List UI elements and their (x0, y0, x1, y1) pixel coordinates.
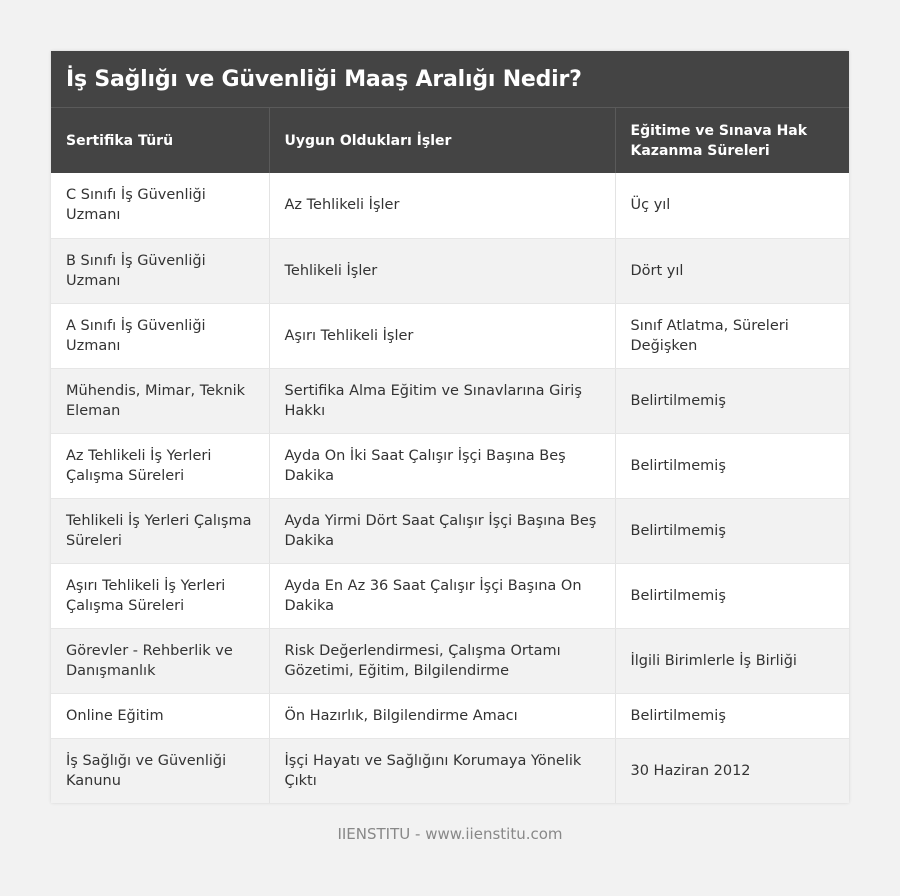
table-cell: 30 Haziran 2012 (615, 738, 849, 803)
table-cell: Belirtilmemiş (615, 693, 849, 738)
table-card (51, 51, 849, 803)
table-cell: Aşırı Tehlikeli İş Yerleri Çalışma Süreleri (51, 563, 269, 628)
table-cell: Sınıf Atlatma, Süreleri Değişken (615, 303, 849, 368)
table-cell: A Sınıfı İş Güvenliği Uzmanı (51, 303, 269, 368)
table-cell: Az Tehlikeli İşler (269, 173, 615, 238)
table-cell: Belirtilmemiş (615, 563, 849, 628)
table-cell: Risk Değerlendirmesi, Çalışma Ortamı Gözetimi, Eğitim, Bilgilendirme (269, 628, 615, 693)
table-cell: İşçi Hayatı ve Sağlığını Korumaya Yönelik Çıktı (269, 738, 615, 803)
table-cell: Tehlikeli İşler (269, 238, 615, 303)
table-cell: Sertifika Alma Eğitim ve Sınavlarına Giriş Hakkı (269, 368, 615, 433)
table-cell: Mühendis, Mimar, Teknik Eleman (51, 368, 269, 433)
table-cell: Dört yıl (615, 238, 849, 303)
column-header-eligibility-periods: Eğitime ve Sınava Hak Kazanma Süreleri (615, 108, 849, 173)
table-cell: İlgili Birimlerle İş Birliği (615, 628, 849, 693)
table-row (51, 738, 849, 803)
table-row (51, 498, 849, 563)
table-cell: B Sınıfı İş Güvenliği Uzmanı (51, 238, 269, 303)
table-cell: Az Tehlikeli İş Yerleri Çalışma Süreleri (51, 433, 269, 498)
table-row (51, 693, 849, 738)
header-row (51, 108, 849, 173)
table-cell: C Sınıfı İş Güvenliği Uzmanı (51, 173, 269, 238)
table-cell: Tehlikeli İş Yerleri Çalışma Süreleri (51, 498, 269, 563)
table-row (51, 303, 849, 368)
table-cell: Üç yıl (615, 173, 849, 238)
table-row (51, 173, 849, 238)
table-cell: Online Eğitim (51, 693, 269, 738)
table-cell: Belirtilmemiş (615, 368, 849, 433)
table-row (51, 368, 849, 433)
table-cell: Ayda On İki Saat Çalışır İşçi Başına Beş Dakika (269, 433, 615, 498)
table-row (51, 563, 849, 628)
title-bar (51, 51, 849, 108)
table-cell: Ayda En Az 36 Saat Çalışır İşçi Başına On Dakika (269, 563, 615, 628)
table-row (51, 433, 849, 498)
table-row (51, 628, 849, 693)
table-cell: Belirtilmemiş (615, 498, 849, 563)
table-cell: Ön Hazırlık, Bilgilendirme Amacı (269, 693, 615, 738)
table-cell: Görevler - Rehberlik ve Danışmanlık (51, 628, 269, 693)
salary-table (51, 108, 849, 803)
table-row (51, 238, 849, 303)
table-cell: İş Sağlığı ve Güvenliği Kanunu (51, 738, 269, 803)
page-title: İş Sağlığı ve Güvenliği Maaş Aralığı Nedir? (66, 66, 582, 92)
footer-credit: IIENSTITU - www.iienstitu.com (337, 825, 563, 843)
table-cell: Aşırı Tehlikeli İşler (269, 303, 615, 368)
table-cell: Belirtilmemiş (615, 433, 849, 498)
column-header-suitable-jobs: Uygun Oldukları İşler (269, 108, 615, 173)
column-header-certificate-type: Sertifika Türü (51, 108, 269, 173)
table-cell: Ayda Yirmi Dört Saat Çalışır İşçi Başına Beş Dakika (269, 498, 615, 563)
